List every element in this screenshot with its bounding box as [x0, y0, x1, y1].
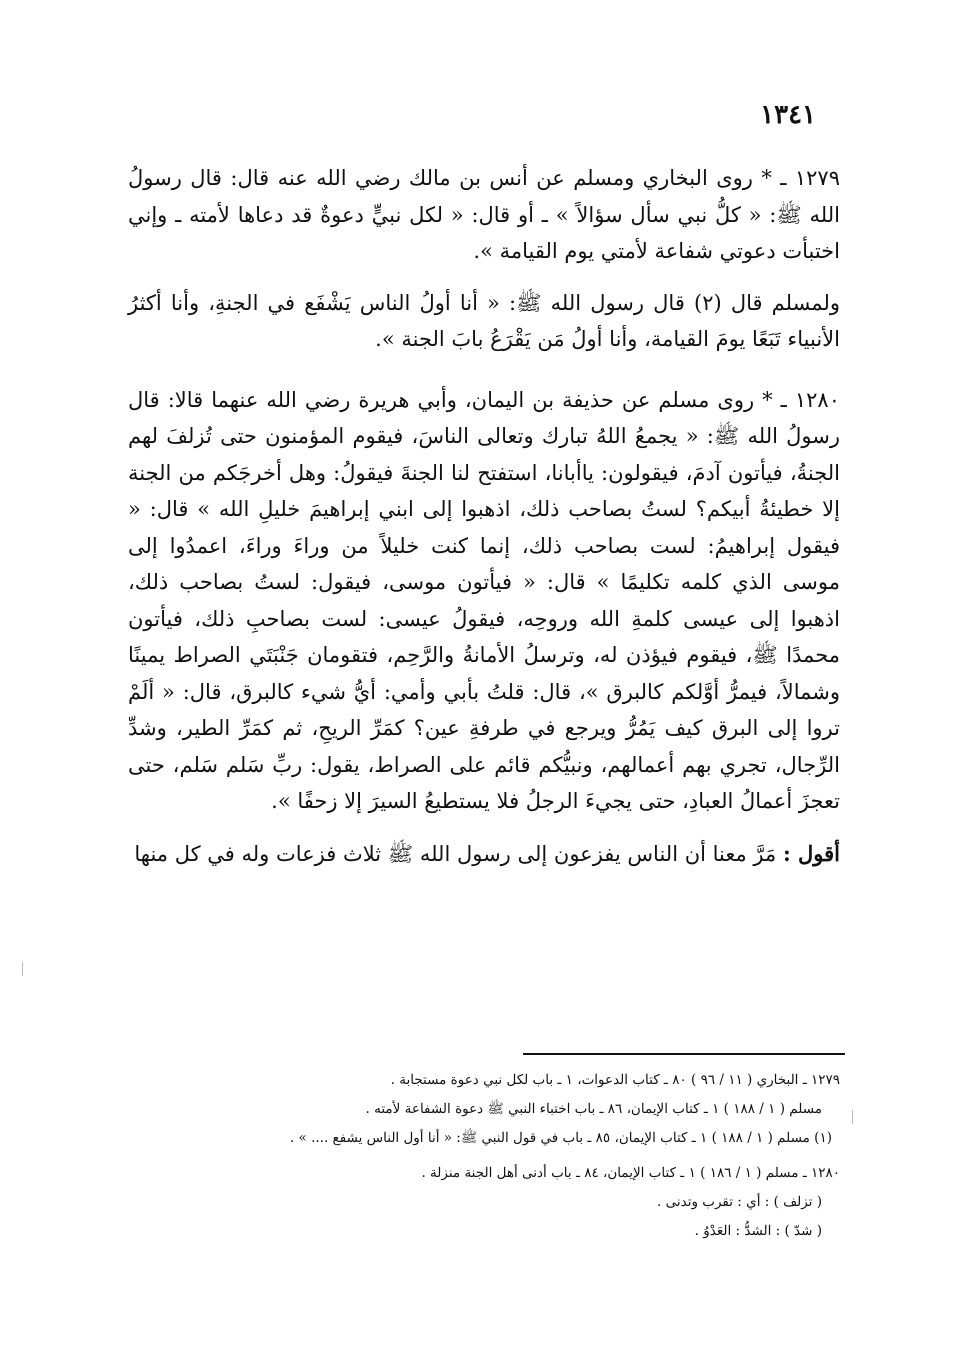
scan-mark	[22, 962, 23, 976]
scan-mark	[852, 1110, 853, 1124]
page-number: ١٣٤١	[760, 100, 816, 130]
footnote-1280-muslim: ١٢٨٠ ـ مسلم ( ١ / ١٨٦ ) ١ ـ كتاب الإيمان، ٨٤ ـ باب أدنى أهل الجنة منزلة .	[421, 1165, 840, 1181]
footnote-muslim-narration: (١) مسلم ( ١ / ١٨٨ ) ١ ـ كتاب الإيمان، ٨٥ ـ باب في قول النبي ﷺ: « أنا أول الناس يشفع .... » .	[289, 1130, 832, 1146]
gloss-shadd: ( شدّ ) : الشدُّ : العَدْوُ .	[694, 1223, 822, 1239]
commentary-label: أقول :	[782, 840, 840, 866]
hadith-1279: ١٢٧٩ ـ * روى البخاري ومسلم عن أنس بن مالك رضي الله عنه قال: قال رسولُ الله ﷺ: « كلُّ نبي سأل سؤالاً » ـ أو قال: « لكل نبيٍّ دعوةٌ قد دعاها لأمته ـ وإني اختبأت دعوتي شفاعة لأمتي يوم القيامة ».	[128, 166, 840, 263]
hadith-1280: ١٢٨٠ ـ * روى مسلم عن حذيفة بن اليمان، وأبي هريرة رضي الله عنهما قالا: قال رسولُ الله ﷺ: « يجمعُ اللهُ تبارك وتعالى الناسَ، فيقوم المؤمنون حتى تُزلفَ لهم الجنةُ، فيأتون آدمَ، فيقولون: ياأبانا، استفتح لنا الجنةَ فيقولُ: وهل أخرجَكم من الجنة إلا خطيئةُ أبيكم؟ لستُ بصاحب ذلك، اذهبوا إلى ابني إبراهيمَ خليلِ الله » قال: « فيقول إبراهيمُ: لست بصاحب ذلك، إنما كنت خليلاً من وراءَ وراءَ، اعمدُوا إلى موسى الذي كلمه تكليمًا » قال: « فيأتون موسى، فيقول: لستُ بصاحب ذلك، اذهبوا إلى عيسى كلمةِ الله وروحِه، فيقولُ عيسى: لست بصاحبِ ذلك، فيأتون محمدًا ﷺ، فيقوم فيؤذن له، وترسلُ الأمانةُ والرَّحِم، فتقومان جَنْبَتَي الصراط يمينًا وشمالاً، فيمرُّ أوَّلكم كالبرق »، قال: قلتُ بأبي وأمي: أيُّ شيء كالبرق، قال: « ألَمْ تروا إلى البرق كيف يَمُرُّ ويرجع في طرفةِ عين؟ كمَرِّ الريحِ، ثم كمَرِّ الطير، وشدِّ الرِّجال، تجري بهم أعمالهم، ونبيُّكم قائم على الصراط، يقول: ربِّ سَلم سَلم، حتى تعجزَ أعمالُ العبادِ، حتى يجيءَ الرجلُ فلا يستطيعُ السيرَ إلا زحفًا ».	[128, 387, 840, 813]
muslim-narration-paragraph: ولمسلم قال (٢) قال رسول الله ﷺ: « أنا أولُ الناس يَشْفَع في الجنةِ، وأنا أكثرُ الأنبياء تَبَعًا يومَ القيامة، وأنا أولُ مَن يَقْرَعُ بابَ الجنة ».	[128, 290, 840, 351]
commentary-text: مَرَّ معنا أن الناس يفزعون إلى رسول الله ﷺ ثلاث فزعات وله في كل منها	[134, 841, 777, 866]
commentary-paragraph	[128, 836, 840, 873]
footnote-1279-muslim: مسلم ( ١ / ١٨٨ ) ١ ـ كتاب الإيمان، ٨٦ ـ باب اختباء النبي ﷺ دعوة الشفاعة لأمته .	[365, 1101, 822, 1117]
footnote-divider	[523, 1053, 845, 1055]
gloss-tuzlaf: ( تزلف ) : أي : تقرب وتدنى .	[657, 1194, 822, 1210]
footnotes	[150, 1066, 840, 1246]
footnote-1279-bukhari: ١٢٧٩ ـ البخاري ( ١١ / ٩٦ ) ٨٠ ـ كتاب الدعوات، ١ ـ باب لكل نبي دعوة مستجابة .	[390, 1072, 840, 1088]
main-text	[128, 160, 840, 872]
